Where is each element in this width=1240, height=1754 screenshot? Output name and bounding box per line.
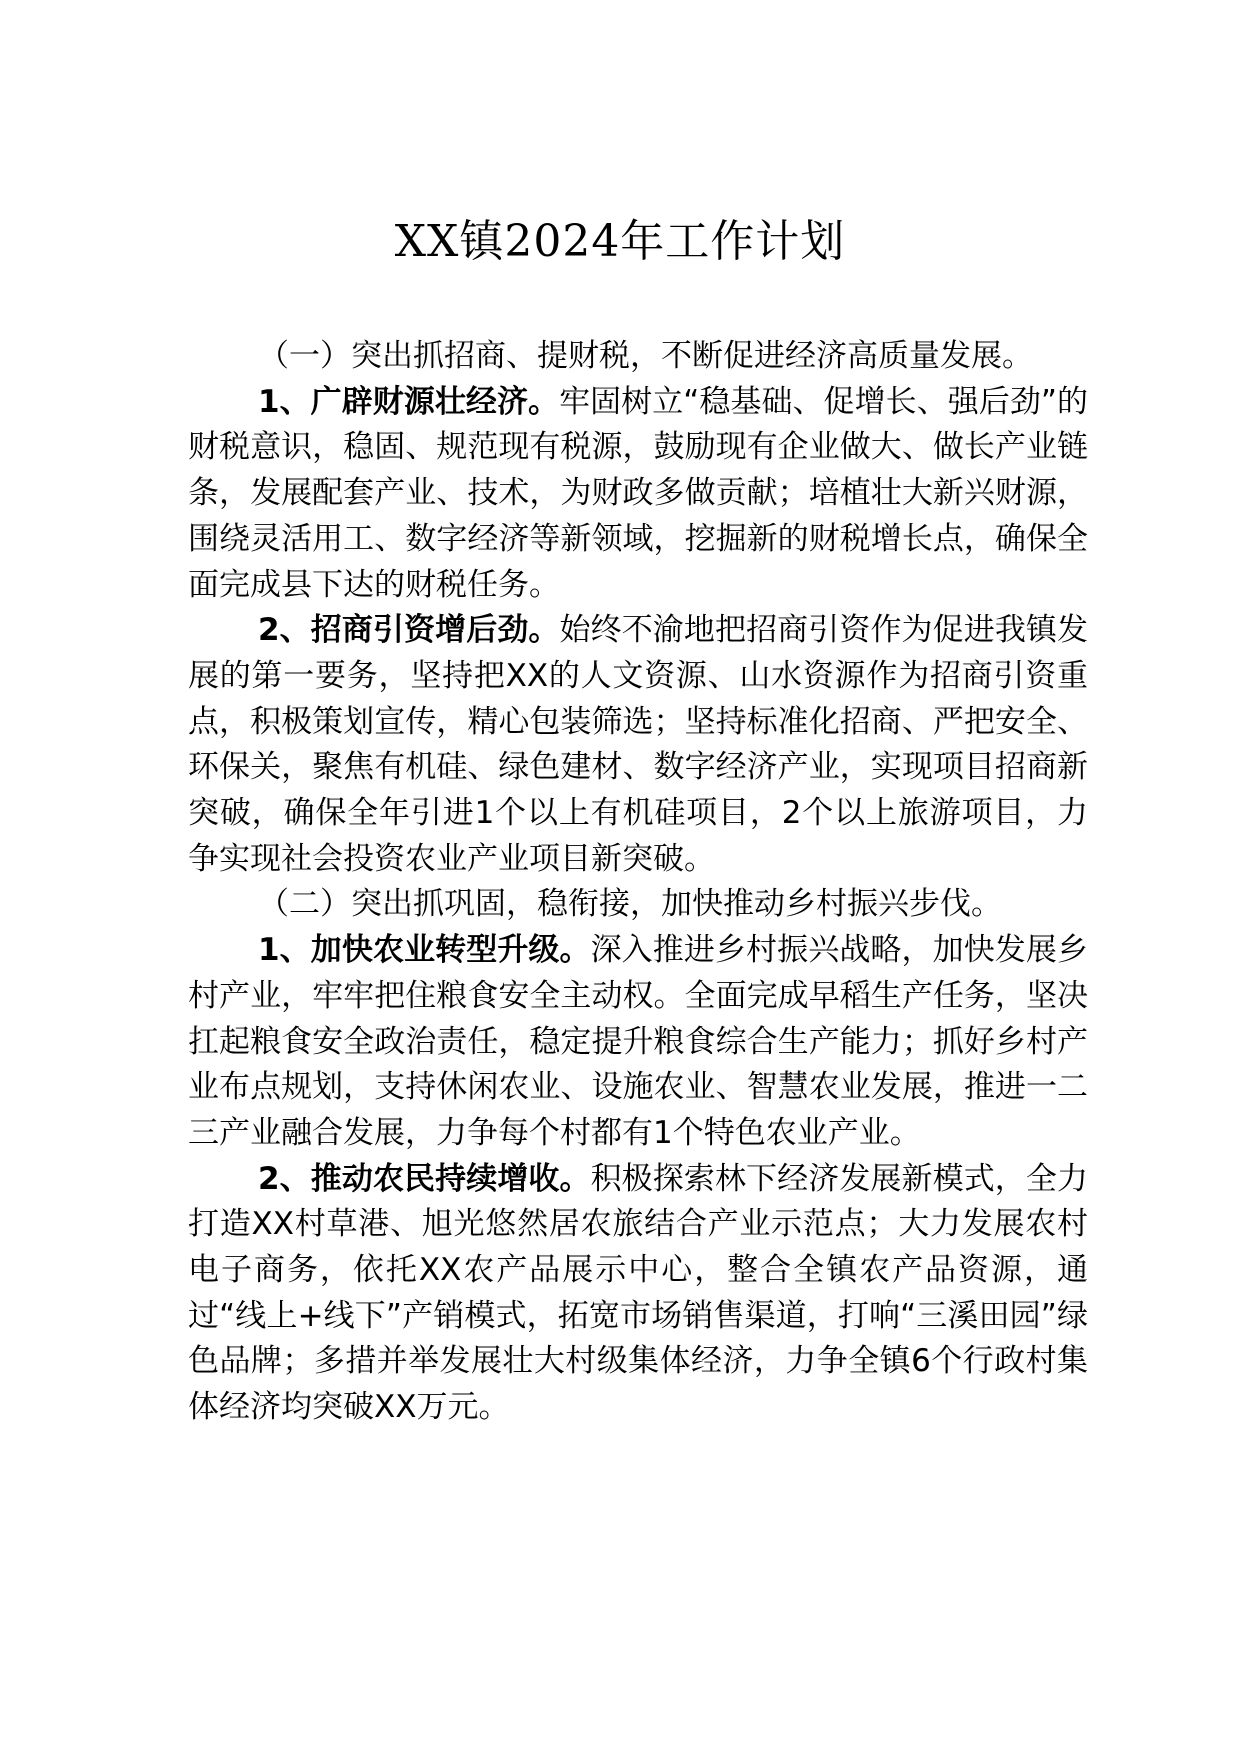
section-heading-2 [188, 882, 1088, 928]
paragraph-text: 积极探索林下经济发展新模式，全力打造XX村草港、旭光悠然居农旅结合产业示范点；大力发展农村电子商务，依托XX农产品展示中心，整合全镇农产品资源，通过“线上+线下”产销模式，拓宽市场销售渠道，打响“三溪田园”绿色品牌；多措并举发展壮大村级集体经济，力争全镇6个行政村集体经济均突破XX万元。 [188, 1160, 1088, 1426]
paragraph-item [188, 608, 1088, 882]
paragraph-text: （一）突出抓招商、提财税，不断促进经济高质量发展。 [258, 338, 1033, 374]
paragraph-text: 始终不渝地把招商引资作为促进我镇发展的第一要务，坚持把XX的人文资源、山水资源作为招商引资重点，积极策划宣传，精心包装筛选；坚持标准化招商、严把安全、环保关，聚焦有机硅、绿色建材、数字经济产业，实现项目招商新突破，确保全年引进1个以上有机硅项目，2个以上旅游项目，力争实现社会投资农业产业项目新突破。 [188, 612, 1089, 877]
document-title: XX镇2024年工作计划 [394, 216, 846, 267]
paragraph-item [188, 380, 1088, 609]
paragraph-lead: 1、加快农业转型升级。 [258, 932, 591, 969]
section-heading-1 [188, 334, 1088, 380]
paragraph-item [188, 928, 1088, 1157]
paragraph-lead: 1、广辟财源壮经济。 [258, 383, 560, 420]
document-body [188, 334, 1088, 1431]
paragraph-text: （二）突出抓巩固，稳衔接，加快推动乡村振兴步伐。 [258, 886, 1002, 923]
paragraph-lead: 2、招商引资增后劲。 [258, 612, 560, 649]
paragraph-text: 深入推进乡村振兴战略，加快发展乡村产业，牢牢把住粮食安全主动权。全面完成早稻生产任务，坚决扛起粮食安全政治责任，稳定提升粮食综合生产能力；抓好乡村产业布点规划，支持休闲农业、设施农业、智慧农业发展，推进一二三产业融合发展，力争每个村都有1个特色农业产业。 [188, 932, 1088, 1151]
paragraph-lead: 2、推动农民持续增收。 [258, 1160, 591, 1197]
paragraph-text: 牢固树立“稳基础、促增长、强后劲”的财税意识，稳固、规范现有税源，鼓励现有企业做大、做长产业链条，发展配套产业、技术，为财政多做贡献；培植壮大新兴财源，围绕灵活用工、数字经济等新领域，挖掘新的财税增长点，确保全面完成县下达的财税任务。 [188, 383, 1088, 603]
paragraph-item [188, 1157, 1088, 1431]
